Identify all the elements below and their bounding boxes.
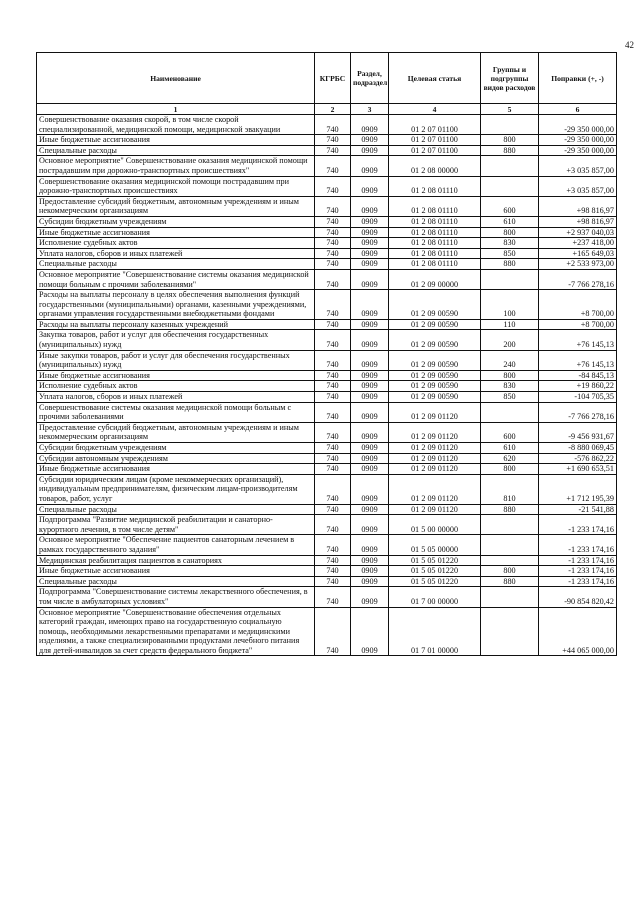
cell-expense-type: 810 — [481, 474, 539, 504]
cell-kgrbs: 740 — [315, 587, 351, 607]
cell-target-article: 01 5 00 00000 — [389, 515, 481, 535]
table-body — [37, 115, 617, 656]
cell-name: Подпрограмма "Развитие медицинской реабилитации и санаторно-курортного лечения, в том числе детям" — [37, 515, 315, 535]
column-header-amendments: Поправки (+, -) — [539, 53, 617, 104]
cell-target-article: 01 5 05 01220 — [389, 576, 481, 587]
table-row — [37, 227, 617, 238]
cell-amount: +19 860,22 — [539, 381, 617, 392]
cell-section: 0909 — [351, 196, 389, 216]
cell-expense-type: 880 — [481, 259, 539, 270]
cell-expense-type — [481, 535, 539, 555]
cell-section: 0909 — [351, 392, 389, 403]
table-row — [37, 145, 617, 156]
cell-name: Медицинская реабилитация пациентов в санаториях — [37, 555, 315, 566]
cell-amount: -1 233 174,16 — [539, 535, 617, 555]
cell-kgrbs: 740 — [315, 196, 351, 216]
cell-section: 0909 — [351, 248, 389, 259]
cell-kgrbs: 740 — [315, 555, 351, 566]
budget-table — [36, 52, 617, 656]
cell-section: 0909 — [351, 216, 389, 227]
cell-section: 0909 — [351, 453, 389, 464]
cell-kgrbs: 740 — [315, 216, 351, 227]
cell-name: Специальные расходы — [37, 145, 315, 156]
cell-kgrbs: 740 — [315, 474, 351, 504]
header-row — [37, 53, 617, 104]
cell-target-article: 01 5 05 01220 — [389, 566, 481, 577]
cell-kgrbs: 740 — [315, 350, 351, 370]
cell-name: Иные бюджетные ассигнования — [37, 370, 315, 381]
cell-expense-type — [481, 587, 539, 607]
cell-amount: -21 541,88 — [539, 504, 617, 515]
cell-amount: +8 700,00 — [539, 290, 617, 320]
cell-target-article: 01 2 09 01120 — [389, 453, 481, 464]
cell-expense-type: 880 — [481, 504, 539, 515]
cell-amount: +2 533 973,00 — [539, 259, 617, 270]
cell-section: 0909 — [351, 145, 389, 156]
cell-expense-type: 830 — [481, 381, 539, 392]
cell-section: 0909 — [351, 227, 389, 238]
table-row — [37, 535, 617, 555]
cell-kgrbs: 740 — [315, 464, 351, 475]
cell-section: 0909 — [351, 370, 389, 381]
cell-amount: +2 937 040,03 — [539, 227, 617, 238]
cell-expense-type: 620 — [481, 453, 539, 464]
cell-name: Субсидии автономным учреждениям — [37, 453, 315, 464]
column-header-target-article: Целевая статья — [389, 53, 481, 104]
cell-amount: -29 350 000,00 — [539, 145, 617, 156]
cell-expense-type: 880 — [481, 145, 539, 156]
cell-expense-type — [481, 515, 539, 535]
cell-target-article: 01 2 09 01120 — [389, 464, 481, 475]
cell-target-article: 01 2 08 01110 — [389, 227, 481, 238]
cell-section: 0909 — [351, 319, 389, 330]
column-number: 5 — [481, 104, 539, 115]
table-row — [37, 330, 617, 350]
table-row — [37, 474, 617, 504]
cell-name: Субсидии юридическим лицам (кроме некоммерческих организаций), индивидуальным предпринимателям, физическим лицам-производителям товаров, работ, услуг — [37, 474, 315, 504]
column-header-kgrbs: КГРБС — [315, 53, 351, 104]
cell-name: Специальные расходы — [37, 576, 315, 587]
cell-section: 0909 — [351, 259, 389, 270]
cell-name: Закупка товаров, работ и услуг для обеспечения государственных (муниципальных) нужд — [37, 330, 315, 350]
cell-expense-type: 880 — [481, 576, 539, 587]
cell-kgrbs: 740 — [315, 504, 351, 515]
table-row — [37, 464, 617, 475]
cell-amount: +1 690 653,51 — [539, 464, 617, 475]
cell-target-article: 01 2 09 01120 — [389, 443, 481, 454]
cell-expense-type: 850 — [481, 392, 539, 403]
cell-name: Подпрограмма "Совершенствование системы лекарственного обеспечения, в том числе в амбулаторных условиях" — [37, 587, 315, 607]
cell-amount: +165 649,03 — [539, 248, 617, 259]
cell-target-article: 01 2 09 00590 — [389, 370, 481, 381]
cell-section: 0909 — [351, 330, 389, 350]
cell-name: Уплата налогов, сборов и иных платежей — [37, 248, 315, 259]
cell-target-article: 01 2 09 01120 — [389, 504, 481, 515]
cell-amount: +76 145,13 — [539, 330, 617, 350]
cell-name: Основное мероприятие "Совершенствование обеспечения отдельных категорий граждан, имеющих право на государственную социальную помощь, необходимыми лекарственными препаратами и медицинскими изделиями, а также специализированными продуктами лечебного питания для детей-инвалидов за счет средств федерального бюджета" — [37, 607, 315, 656]
cell-name: Специальные расходы — [37, 504, 315, 515]
cell-target-article: 01 2 08 01110 — [389, 196, 481, 216]
cell-amount: +1 712 195,39 — [539, 474, 617, 504]
cell-target-article: 01 2 08 01110 — [389, 248, 481, 259]
cell-section: 0909 — [351, 464, 389, 475]
cell-amount: -29 350 000,00 — [539, 115, 617, 135]
cell-expense-type: 800 — [481, 566, 539, 577]
cell-name: Совершенствование системы оказания медицинской помощи больным с прочими заболеваниями — [37, 402, 315, 422]
cell-section: 0909 — [351, 290, 389, 320]
cell-section: 0909 — [351, 381, 389, 392]
cell-target-article: 01 2 08 01110 — [389, 176, 481, 196]
cell-name: Иные бюджетные ассигнования — [37, 566, 315, 577]
cell-name: Исполнение судебных актов — [37, 238, 315, 249]
cell-kgrbs: 740 — [315, 135, 351, 146]
cell-target-article: 01 2 07 01100 — [389, 135, 481, 146]
cell-kgrbs: 740 — [315, 515, 351, 535]
cell-section: 0909 — [351, 576, 389, 587]
cell-kgrbs: 740 — [315, 319, 351, 330]
cell-amount: +237 418,00 — [539, 238, 617, 249]
cell-expense-type — [481, 156, 539, 176]
cell-amount: -104 705,35 — [539, 392, 617, 403]
cell-expense-type: 830 — [481, 238, 539, 249]
cell-kgrbs: 740 — [315, 402, 351, 422]
cell-section: 0909 — [351, 350, 389, 370]
cell-name: Иные бюджетные ассигнования — [37, 464, 315, 475]
cell-expense-type — [481, 555, 539, 566]
table-row — [37, 350, 617, 370]
cell-kgrbs: 740 — [315, 269, 351, 289]
cell-kgrbs: 740 — [315, 145, 351, 156]
table-row — [37, 290, 617, 320]
cell-section: 0909 — [351, 402, 389, 422]
cell-expense-type: 240 — [481, 350, 539, 370]
cell-kgrbs: 740 — [315, 607, 351, 656]
cell-name: Основное мероприятие" Совершенствование оказания медицинской помощи пострадавшим при дорожно-транспортных происшествиях" — [37, 156, 315, 176]
table-row — [37, 402, 617, 422]
table-row — [37, 453, 617, 464]
cell-name: Субсидии бюджетным учреждениям — [37, 443, 315, 454]
cell-expense-type: 800 — [481, 227, 539, 238]
cell-name: Расходы на выплаты персоналу в целях обеспечения выполнения функций государственными (муниципальными) органами, казенными учреждениями, органами управления государственными внебюджетными фондами — [37, 290, 315, 320]
table-row — [37, 566, 617, 577]
cell-amount: -9 456 931,67 — [539, 422, 617, 442]
cell-target-article: 01 2 09 00590 — [389, 381, 481, 392]
cell-target-article: 01 2 09 00590 — [389, 350, 481, 370]
cell-target-article: 01 2 09 01120 — [389, 422, 481, 442]
table-row — [37, 422, 617, 442]
cell-name: Специальные расходы — [37, 259, 315, 270]
cell-amount: +76 145,13 — [539, 350, 617, 370]
table-row — [37, 176, 617, 196]
table-row — [37, 392, 617, 403]
table-row — [37, 248, 617, 259]
cell-section: 0909 — [351, 115, 389, 135]
cell-amount: +3 035 857,00 — [539, 156, 617, 176]
cell-target-article: 01 2 09 00590 — [389, 392, 481, 403]
cell-amount: -576 862,22 — [539, 453, 617, 464]
cell-name: Исполнение судебных актов — [37, 381, 315, 392]
cell-expense-type: 110 — [481, 319, 539, 330]
cell-kgrbs: 740 — [315, 443, 351, 454]
cell-amount: +98 816,97 — [539, 196, 617, 216]
cell-expense-type: 800 — [481, 135, 539, 146]
cell-section: 0909 — [351, 607, 389, 656]
cell-expense-type: 800 — [481, 464, 539, 475]
table-row — [37, 135, 617, 146]
cell-name: Расходы на выплаты персоналу казенных учреждений — [37, 319, 315, 330]
cell-expense-type — [481, 402, 539, 422]
cell-name: Иные бюджетные ассигнования — [37, 135, 315, 146]
cell-amount: -7 766 278,16 — [539, 402, 617, 422]
cell-target-article: 01 5 05 01220 — [389, 555, 481, 566]
cell-expense-type: 600 — [481, 196, 539, 216]
table-row — [37, 115, 617, 135]
cell-amount: -1 233 174,16 — [539, 566, 617, 577]
table-row — [37, 607, 617, 656]
cell-name: Основное мероприятие "Совершенствование системы оказания медицинской помощи больным с прочими заболеваниями" — [37, 269, 315, 289]
table-row — [37, 381, 617, 392]
cell-expense-type: 610 — [481, 216, 539, 227]
cell-amount: +3 035 857,00 — [539, 176, 617, 196]
cell-kgrbs: 740 — [315, 290, 351, 320]
column-number: 1 — [37, 104, 315, 115]
cell-amount: -8 880 069,45 — [539, 443, 617, 454]
cell-amount: -1 233 174,16 — [539, 576, 617, 587]
cell-amount: +44 065 000,00 — [539, 607, 617, 656]
column-number: 4 — [389, 104, 481, 115]
cell-amount: -84 845,13 — [539, 370, 617, 381]
cell-amount: -29 350 000,00 — [539, 135, 617, 146]
table-row — [37, 504, 617, 515]
table-row — [37, 576, 617, 587]
cell-section: 0909 — [351, 135, 389, 146]
cell-name: Уплата налогов, сборов и иных платежей — [37, 392, 315, 403]
table-row — [37, 587, 617, 607]
table-row — [37, 443, 617, 454]
cell-section: 0909 — [351, 156, 389, 176]
cell-expense-type — [481, 115, 539, 135]
cell-name: Предоставление субсидий бюджетным, автономным учреждениям и иным некоммерческим организациям — [37, 422, 315, 442]
table-row — [37, 370, 617, 381]
cell-kgrbs: 740 — [315, 115, 351, 135]
cell-name: Совершенствование оказания скорой, в том числе скорой специализированной, медицинской помощи, медицинской эвакуации — [37, 115, 315, 135]
cell-kgrbs: 740 — [315, 535, 351, 555]
cell-name: Иные закупки товаров, работ и услуг для обеспечения государственных (муниципальных) нужд — [37, 350, 315, 370]
cell-expense-type — [481, 607, 539, 656]
cell-kgrbs: 740 — [315, 259, 351, 270]
cell-section: 0909 — [351, 443, 389, 454]
cell-expense-type: 600 — [481, 422, 539, 442]
column-number: 3 — [351, 104, 389, 115]
column-number: 2 — [315, 104, 351, 115]
cell-expense-type: 200 — [481, 330, 539, 350]
cell-target-article: 01 2 09 00590 — [389, 330, 481, 350]
column-number-row — [37, 104, 617, 115]
cell-section: 0909 — [351, 176, 389, 196]
cell-kgrbs: 740 — [315, 227, 351, 238]
cell-kgrbs: 740 — [315, 370, 351, 381]
cell-section: 0909 — [351, 587, 389, 607]
cell-target-article: 01 7 01 00000 — [389, 607, 481, 656]
column-header-expense-type: Группы и подгруппы видов расходов — [481, 53, 539, 104]
cell-name: Основное мероприятие "Обеспечение пациентов санаторным лечением в рамках государственного задания" — [37, 535, 315, 555]
cell-kgrbs: 740 — [315, 330, 351, 350]
cell-section: 0909 — [351, 555, 389, 566]
cell-amount: -90 854 820,42 — [539, 587, 617, 607]
cell-target-article: 01 2 09 00590 — [389, 319, 481, 330]
cell-amount: -1 233 174,16 — [539, 555, 617, 566]
cell-kgrbs: 740 — [315, 392, 351, 403]
cell-target-article: 01 2 08 01110 — [389, 259, 481, 270]
cell-target-article: 01 2 09 01120 — [389, 402, 481, 422]
table-row — [37, 196, 617, 216]
cell-kgrbs: 740 — [315, 576, 351, 587]
cell-amount: +98 816,97 — [539, 216, 617, 227]
cell-expense-type — [481, 269, 539, 289]
cell-section: 0909 — [351, 269, 389, 289]
cell-kgrbs: 740 — [315, 453, 351, 464]
table-row — [37, 319, 617, 330]
cell-section: 0909 — [351, 238, 389, 249]
table-row — [37, 269, 617, 289]
cell-expense-type: 610 — [481, 443, 539, 454]
cell-name: Совершенствование оказания медицинской помощи пострадавшим при дорожно-транспортных происшествиях — [37, 176, 315, 196]
column-number: 6 — [539, 104, 617, 115]
table-row — [37, 216, 617, 227]
cell-kgrbs: 740 — [315, 381, 351, 392]
cell-kgrbs: 740 — [315, 156, 351, 176]
cell-expense-type: 800 — [481, 370, 539, 381]
table-row — [37, 156, 617, 176]
cell-kgrbs: 740 — [315, 176, 351, 196]
cell-kgrbs: 740 — [315, 238, 351, 249]
table-row — [37, 238, 617, 249]
cell-section: 0909 — [351, 535, 389, 555]
cell-expense-type: 850 — [481, 248, 539, 259]
cell-amount: -7 766 278,16 — [539, 269, 617, 289]
cell-target-article: 01 2 08 01110 — [389, 216, 481, 227]
cell-amount: -1 233 174,16 — [539, 515, 617, 535]
cell-section: 0909 — [351, 422, 389, 442]
cell-target-article: 01 7 00 00000 — [389, 587, 481, 607]
cell-kgrbs: 740 — [315, 248, 351, 259]
cell-name: Субсидии бюджетным учреждениям — [37, 216, 315, 227]
table-row — [37, 515, 617, 535]
cell-expense-type — [481, 176, 539, 196]
cell-target-article: 01 2 09 01120 — [389, 474, 481, 504]
cell-amount: +8 700,00 — [539, 319, 617, 330]
page-number: 42 — [625, 40, 634, 50]
cell-section: 0909 — [351, 515, 389, 535]
cell-section: 0909 — [351, 504, 389, 515]
cell-target-article: 01 2 09 00000 — [389, 269, 481, 289]
column-header-name: Наименование — [37, 53, 315, 104]
table-row — [37, 259, 617, 270]
cell-kgrbs: 740 — [315, 566, 351, 577]
cell-expense-type: 100 — [481, 290, 539, 320]
cell-target-article: 01 2 09 00590 — [389, 290, 481, 320]
cell-section: 0909 — [351, 474, 389, 504]
table-row — [37, 555, 617, 566]
cell-kgrbs: 740 — [315, 422, 351, 442]
cell-target-article: 01 5 05 00000 — [389, 535, 481, 555]
cell-target-article: 01 2 08 00000 — [389, 156, 481, 176]
cell-name: Иные бюджетные ассигнования — [37, 227, 315, 238]
cell-target-article: 01 2 07 01100 — [389, 145, 481, 156]
cell-target-article: 01 2 08 01110 — [389, 238, 481, 249]
cell-name: Предоставление субсидий бюджетным, автономным учреждениям и иным некоммерческим организациям — [37, 196, 315, 216]
cell-section: 0909 — [351, 566, 389, 577]
column-header-section: Раздел, подраздел — [351, 53, 389, 104]
cell-target-article: 01 2 07 01100 — [389, 115, 481, 135]
